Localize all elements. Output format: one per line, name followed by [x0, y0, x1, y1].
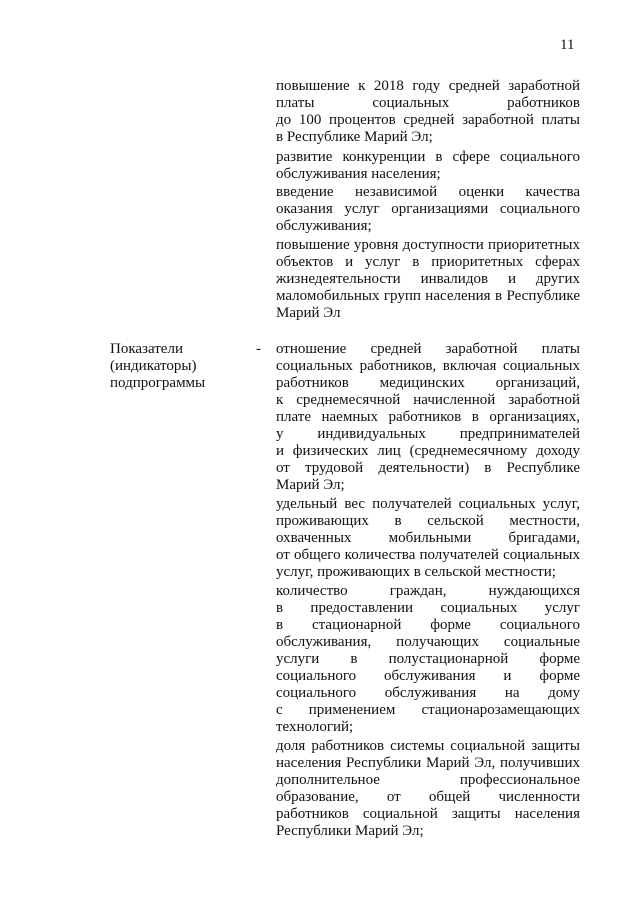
text-line: технологий; [276, 719, 354, 735]
text-line: охваченных мобильными бригадами, [276, 530, 580, 546]
text-line: от трудовой деятельности) в Республике [276, 460, 580, 476]
text-line: работников медицинских организаций, [276, 375, 580, 391]
text-line: услуги в полустационарной форме [276, 651, 580, 667]
text-line: введение независимой оценки качества [276, 184, 580, 200]
text-line: дополнительное профессиональное [276, 772, 580, 788]
text-line: с применением стационарозамещающих [276, 702, 580, 718]
text-line: в предоставлении социальных услуг [276, 600, 580, 616]
text-line: плате наемных работников в организациях, [276, 409, 580, 425]
label-line: подпрограммы [110, 375, 206, 391]
text-line: Республики Марий Эл; [276, 823, 424, 839]
text-line: образование, от общей численности [276, 789, 580, 805]
text-line: Марий Эл [276, 305, 341, 321]
text-line: жизнедеятельности инвалидов и других [276, 271, 580, 287]
text-line: до 100 процентов средней заработной платы [276, 112, 580, 128]
text-line: отношение средней заработной платы [276, 341, 580, 357]
text-line: развитие конкуренции в сфере социального [276, 149, 580, 165]
text-line: удельный вес получателей социальных услуг, [276, 496, 580, 512]
text-line: социального обслуживания на дому [276, 685, 580, 701]
text-line: и физических лиц (среднемесячному доходу [276, 443, 580, 459]
label-line: (индикаторы) [110, 358, 197, 374]
text-line: услуг, проживающих в сельской местности; [276, 564, 556, 580]
text-line: обслуживания населения; [276, 166, 441, 182]
text-line: от общего количества получателей социальных [276, 547, 580, 563]
text-line: проживающих в сельской местности, [276, 513, 580, 529]
text-line: обслуживания, получающих социальные [276, 634, 580, 650]
page-number: 11 [560, 37, 575, 53]
text-line: у индивидуальных предпринимателей [276, 426, 580, 442]
text-line: в стационарной форме социального [276, 617, 580, 633]
text-line: количество граждан, нуждающихся [276, 583, 580, 599]
text-line: оказания услуг организациями социального [276, 201, 580, 217]
text-line: маломобильных групп населения в Республике [276, 288, 580, 304]
text-line: повышение уровня доступности приоритетных [276, 237, 580, 253]
text-line: работников социальной защиты населения [276, 806, 580, 822]
text-line: к среднемесячной начисленной заработной [276, 392, 580, 408]
text-line: в Республике Марий Эл; [276, 129, 433, 145]
text-line: социального обслуживания и форме [276, 668, 580, 684]
text-line: объектов и услуг в приоритетных сферах [276, 254, 580, 270]
text-line: населения Республики Марий Эл, получивших [276, 755, 580, 771]
text-line: социальных работников, включая социальных [276, 358, 580, 374]
text-line: повышение к 2018 году средней заработной [276, 78, 580, 94]
text-line: обслуживания; [276, 218, 372, 234]
label-line: Показатели [110, 341, 183, 357]
text-line: Марий Эл; [276, 477, 345, 493]
dash-separator: - [256, 341, 261, 357]
text-line: платы социальных работников [276, 95, 580, 111]
text-line: доля работников системы социальной защиты [276, 738, 580, 754]
